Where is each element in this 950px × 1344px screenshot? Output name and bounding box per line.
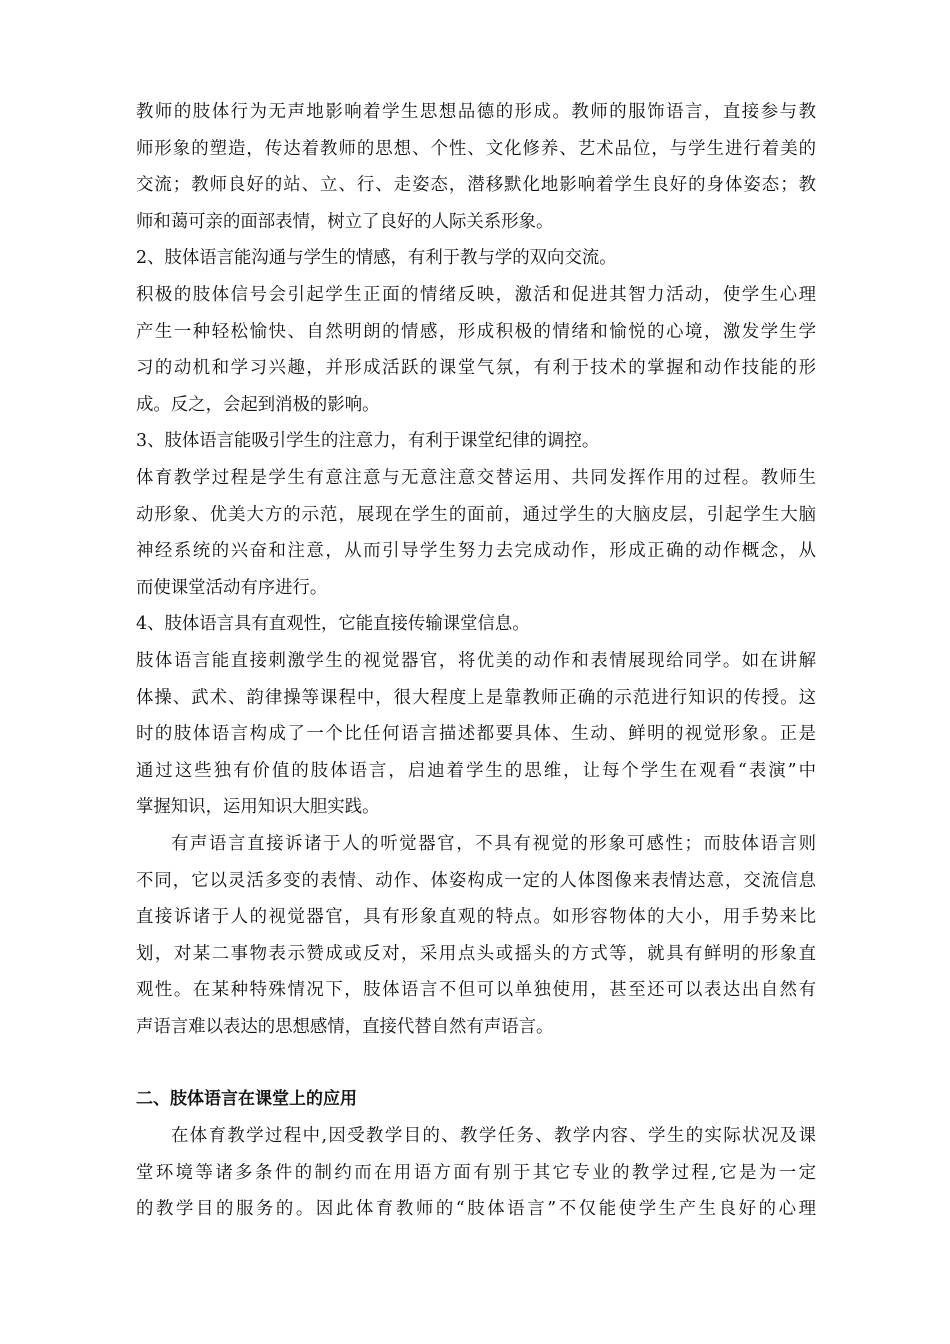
point-heading-3: [136, 423, 816, 460]
text-line: 掌握知识，运用知识大胆实践。: [136, 797, 380, 818]
text-line: 成。反之，会起到消极的影响。: [136, 394, 380, 415]
paragraph-teacher-image: [136, 94, 816, 240]
text-line: 而使课堂活动有序进行。: [136, 577, 328, 598]
section-heading: 二、肢体语言在课堂上的应用: [136, 1089, 357, 1109]
text-line: 教师的肢体行为无声地影响着学生思想品德的形成。教师的服饰语言，直接参与教: [136, 102, 816, 122]
text-line: 在体育教学过程中,因受教学目的、教学任务、教学内容、学生的实际状况及课: [171, 1126, 816, 1146]
text-line: 不同，它以灵活多变的表情、动作、体姿构成一定的人体图像来表情达意，交流信息: [136, 870, 816, 891]
text-line: 体育教学过程是学生有意注意与无意注意交替运用、共同发挥作用的过程。教师生: [136, 468, 816, 488]
text-line: 3、肢体语言能吸引学生的注意力，有利于课堂纪律的调控。: [136, 431, 600, 451]
text-line: 师和蔼可亲的面部表情，树立了良好的人际关系形象。: [136, 211, 554, 232]
point-heading-4: [136, 606, 816, 643]
paragraph-application: [136, 1118, 816, 1228]
point-heading-2: [136, 240, 816, 277]
text-line: 体操、武术、韵律操等课程中，很大程度上是靠教师正确的示范进行知识的传授。这: [136, 687, 816, 708]
text-line: 积极的肢体信号会引起学生正面的情绪反映，激活和促进其智力活动，使学生心理: [136, 285, 816, 305]
text-line: 直接诉诸于人的视觉器官，具有形象直观的特点。如形容物体的大小，用手势来比: [136, 907, 816, 928]
text-line: 的教学目的服务的。因此体育教师的“肢体语言”不仅能使学生产生良好的心理: [136, 1199, 816, 1220]
text-line: 声语言难以表达的思想感情，直接代替自然有声语言。: [136, 1016, 554, 1037]
text-line: 交流；教师良好的站、立、行、走姿态，潜移默化地影响着学生良好的身体姿态；教: [136, 175, 816, 196]
paragraph-visual: [136, 643, 816, 826]
text-line: 堂环境等诸多条件的制约而在用语方面有别于其它专业的教学过程,它是为一定: [136, 1162, 816, 1183]
paragraph-spoken-vs-body: [136, 826, 816, 1046]
text-line: 产生一种轻松愉快、自然明朗的情感，形成积极的情绪和愉悦的心境，激发学生学: [136, 321, 816, 342]
text-line: 师形象的塑造，传达着教师的思想、个性、文化修养、艺术品位，与学生进行着美的: [136, 138, 816, 159]
text-line: 肢体语言能直接刺激学生的视觉器官，将优美的动作和表情展现给同学。如在讲解: [136, 651, 816, 671]
text-line: 习的动机和学习兴趣，并形成活跃的课堂气氛，有利于技术的掌握和动作技能的形: [136, 358, 816, 379]
paragraph-attention: [136, 460, 816, 606]
text-line: 动形象、优美大方的示范，展现在学生的面前，通过学生的大脑皮层，引起学生大脑: [136, 504, 816, 525]
text-line: 4、肢体语言具有直观性，它能直接传输课堂信息。: [136, 614, 530, 634]
text-line: 划，对某二事物表示赞成或反对，采用点头或摇头的方式等，就具有鲜明的形象直: [136, 943, 816, 964]
text-line: 时的肢体语言构成了一个比任何语言描述都要具体、生动、鲜明的视觉形象。正是: [136, 724, 816, 745]
text-line: 2、肢体语言能沟通与学生的情感，有利于教与学的双向交流。: [136, 248, 617, 268]
text-line: 有声语言直接诉诸于人的听觉器官，不具有视觉的形象可感性；而肢体语言则: [171, 834, 816, 854]
text-line: 观性。在某种特殊情况下，肢体语言不但可以单独使用，甚至还可以表达出自然有: [136, 980, 816, 1001]
text-line: 通过这些独有价值的肢体语言，启迪着学生的思维，让每个学生在观看“表演”中: [136, 760, 816, 781]
paragraph-emotion: [136, 277, 816, 423]
text-line: 神经系统的兴奋和注意，从而引导学生努力去完成动作，形成正确的动作概念，从: [136, 541, 816, 562]
